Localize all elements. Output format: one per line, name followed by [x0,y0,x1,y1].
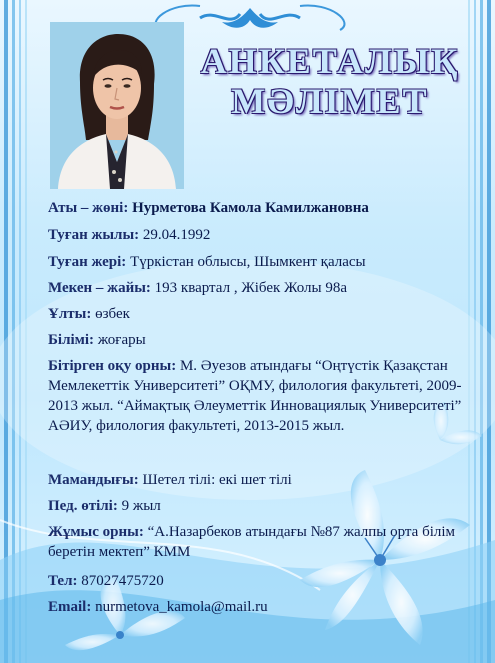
field-value: Шетел тілі: екі шет тілі [142,472,292,488]
field-teaching-experience [48,496,468,516]
field-label: Мамандығы: [48,472,139,488]
field-label: Білімі: [48,332,95,348]
field-value: өзбек [95,306,130,322]
field-label: Email: [48,599,92,615]
field-value: 29.04.1992 [142,227,211,243]
field-value: жоғары [97,332,146,348]
field-value: М. Әуезов атындағы “Оңтүстік Қазақстан Мемлекеттік Университеті” ОҚМУ, филология факультеті, 2009-2013 жыл. “Аймақтық Әлеуметтік Инновациялық Университеті” АӘИУ, филология факультеті, 2013-2015 жыл. [48,358,462,434]
field-label: Аты – жөні: [48,200,129,216]
field-email [48,597,468,617]
field-label: Жұмыс орны: [48,524,144,540]
field-nationality [48,304,468,324]
email-link[interactable]: nurmetova_kamola@mail.ru [95,599,268,615]
field-label: Бітірген оқу орны: [48,358,177,374]
profile-photo [50,22,184,189]
field-specialty [48,470,468,490]
field-label: Туған жері: [48,254,127,270]
field-value: 193 квартал , Жібек Жолы 98а [154,280,348,296]
field-value: “А.Назарбеков атындағы №87 жалпы орта білім беретін мектеп” КММ [48,524,456,560]
portrait-image [50,22,184,189]
title-line-1: АНКЕТАЛЫҚ [200,41,460,81]
field-graduated-from [48,356,468,436]
field-phone [48,571,468,591]
field-label: Пед. өтілі: [48,498,118,514]
field-education [48,330,468,350]
field-label: Мекен – жайы: [48,280,151,296]
field-full-name [48,198,468,218]
field-value: 87027475720 [81,573,164,589]
field-workplace [48,522,468,562]
field-label: Ұлты: [48,306,92,322]
field-label: Тел: [48,573,78,589]
field-value: 9 жыл [121,498,161,514]
field-value: Түркістан облысы, Шымкент қаласы [130,254,366,270]
field-birth-place [48,252,468,272]
field-value: Нурметова Камола Камилжановна [132,200,369,216]
field-birth-year [48,225,468,245]
field-address [48,278,468,298]
title-line-2: МӘЛІМЕТ [231,81,429,121]
field-label: Туған жылы: [48,227,140,243]
